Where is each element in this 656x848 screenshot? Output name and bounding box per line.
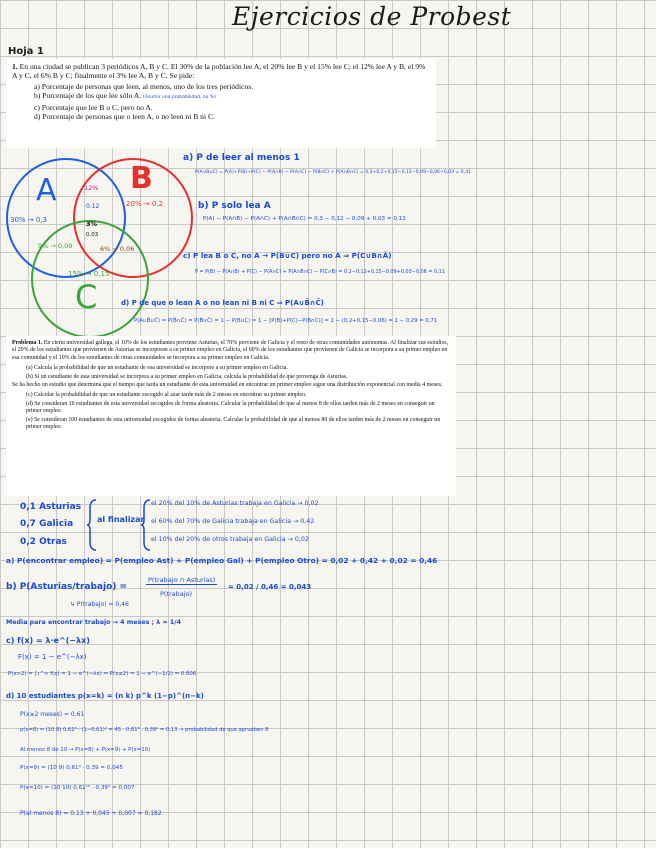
answer2-b-sub: ↳ P(trabajo) = 0,46 xyxy=(70,601,129,608)
problem1-items xyxy=(34,82,430,122)
venn-label-a: A xyxy=(36,173,57,208)
problem1-item-b: b) Porcentaje de los que lee sólo A. xyxy=(34,91,142,101)
answer2-d-line7: P(al menos 8) = 0,13 + 0,045 + 0,007 = 0,182 xyxy=(20,810,162,817)
answer2-b-result: = 0,02 / 0,46 = 0,043 xyxy=(228,583,312,591)
problem2-middle: Se ha hecho un estudio que determina que el tiempo que tarda un estudiante de esta universidad en encontrar un primer empleo sigue una distribución exponencial con media 4 meses. xyxy=(12,382,443,389)
problem2-heading: Problema 1. xyxy=(12,340,43,346)
result-galicia: el 60% del 70% de Galicia trabaja en Galicia → 0,42 xyxy=(151,518,315,525)
venn-ac-label: 9% → 0,09 xyxy=(38,242,73,250)
answer2-c-line3: P(x>2) = ∫₂^∞ f(x) = 1 − e^(−λx) = P(x≤2) = 1 − e^(−1/2) = 0,606 xyxy=(8,671,197,677)
answer1-d-title: d) P de que o lean A o no lean ni B ni C ⇒ P(A∪B̄∩C̄) xyxy=(121,299,324,307)
answer2-d-line6: P(x=10) = (10 10) 0,61¹⁰ · 0,39⁰ = 0,007 xyxy=(20,785,135,791)
brace-text: al finalizar xyxy=(97,515,145,524)
problem1-item-d: d) Porcentaje de personas que o leen A, o no leen ni B ni C. xyxy=(34,112,215,122)
venn-bc-label: 6% → 0,06 xyxy=(100,245,135,253)
problem1-text: En una ciudad se publican 3 periódicos A, B y C. El 30% de la población lee A, el 20% lee B y el 15% lee C; el 12% lee A y B, el 9% A y C, el 6% B y C; finalmente el 3% lee A, B y C. Se pide: xyxy=(12,62,426,81)
origin-asturias: 0,1 Asturias xyxy=(20,502,82,512)
result-otras: el 10% del 20% de otros trabaja en Galicia → 0,02 xyxy=(151,536,309,543)
answer2-b-lhs: b) P(Asturias/trabajo) = xyxy=(6,582,128,592)
venn-ab-label: 12% xyxy=(84,184,99,192)
venn-label-b: B xyxy=(130,161,153,196)
answer1-c-formula: P = P(B) − P(A∩B) + P(C) − P(A∩C) + P(A∩B∩C) − P(C∩B) = 0,2−0,12+0,15−0,09+0,03−0,06 = 0,11 xyxy=(195,269,445,275)
answer2-b-numerator: P(trabajo ∩ Asturias) xyxy=(148,576,216,584)
answer1-c-title: c) P lea B o C, no A → P(B∪C) pero no A ⇒ P(C∪B∩Ā) xyxy=(183,251,392,260)
problem1-number: 1. xyxy=(12,62,18,71)
venn-only-a: 30% → 0,3 xyxy=(10,216,48,224)
problem1-statement xyxy=(12,62,430,81)
problem2-item-c: (c) Calcular la probabilidad de que un estudiante escogido al azar tarde más de 2 meses en encontrar su primer empleo. xyxy=(26,392,307,399)
answer1-a-title: a) P de leer al menos 1 xyxy=(183,153,300,163)
answer2-c-line1: c) f(x) = λ·e^(−λx) xyxy=(6,636,90,645)
problem1-box xyxy=(6,59,436,148)
venn-diagram xyxy=(0,150,200,340)
answer2-b-denominator: P(trabajo) xyxy=(160,590,193,598)
problem2-item-a: (a) Calcula la probabilidad de que un estudiante de esa universidad se incorpore a su primer empleo en Galicia. xyxy=(26,365,288,372)
origin-galicia: 0,7 Galicia xyxy=(20,519,74,529)
page-title: Ejercicios de Probest xyxy=(232,2,512,31)
answer1-b-formula: P(A) − P(A∩B) − P(A∩C) + P(A∩B∩C) = 0,3 − 0,12 − 0,09 + 0,03 = 0,12 xyxy=(203,216,406,222)
venn-ab-value: 0.12 xyxy=(86,203,100,210)
problem1-item-b-row xyxy=(34,91,430,102)
answer2-d-line3: p(x=8) = (10 8) 0,61⁸ · (1−0,61)² = 45 · 0,61⁸ · 0,39² = 0,13 → probabilidad de que aprueben 8 xyxy=(20,727,269,733)
venn-abc-value: 0.03 xyxy=(86,232,99,238)
problem2-item-e: (e) Se consideran 100 estudiantes de esta universidad escogidos de forma aleatoria. Calcular la probabilidad de que al menos 80 de ellos tarden más de 2 meses en conseguir un primer empleo. xyxy=(26,416,441,431)
problem2-box xyxy=(6,336,456,496)
problem1-margin-note: (Asumir una probabilidad, no %) xyxy=(143,95,216,101)
answer2-d-line1: d) 10 estudiantes p(x=k) = (n k) p^k (1−p)^(n−k) xyxy=(6,692,204,700)
venn-only-c: 15% → 0,15 xyxy=(68,270,110,278)
sheet-label: Hoja 1 xyxy=(8,46,44,57)
answer2-d-line5: P(x=9) = (10 9) 0,61⁹ · 0,39 = 0,045 xyxy=(20,765,123,771)
origin-otras: 0,2 Otras xyxy=(20,537,67,547)
answer2-c-line2: F(x) = 1 − e^(−λx) xyxy=(18,653,87,661)
venn-only-b: 20% → 0,2 xyxy=(126,200,164,208)
result-asturias: el 20% del 10% de Asturias trabaja en Galicia → 0,02 xyxy=(151,500,319,507)
brace-icon xyxy=(86,498,100,552)
answer1-a-formula: P(A∪B∪C) = P(A)+P(B)+P(C) − P(A∩B) − P(A∩C) − P(B∩C) + P(A∩B∩C) = 0,3+0,2+0,15−0,12−0,09−0,06+0,03 = 0,41 xyxy=(195,170,472,175)
problem2-intro: En cierta universidad gallega, el 10% de los estudiantes proviene Asturias, el 70% proviene de Galicia y el resto de otras comunidades autónomas. Al finalizar sus estudios, el 20% de los estudiantes que provienen de Asturias se incorporan a su primer empleo en Galicia, el 60% de los estudiantes que provienen de Galicia se incorpora a su primer empleo en esa comunidad y el 10% de los estudiantes de otras comunidades se incorpora a su primer empleo en Galicia. xyxy=(12,340,449,361)
answer2-d-line2: P(x≥2 meses) = 0,61 xyxy=(20,711,85,718)
answer1-d-formula: P(A∪B̄∪C̄) = P(B̄∩C̄) = P(B̄∪C̄) = 1 − P(B∪C) = 1 − [P(B)+P(C)−P(B∩C)] = 1 − (0,2+0,15−0,06) = 1 − 0,29 = 0,71 xyxy=(134,318,438,324)
problem2-intro-paragraph xyxy=(12,340,450,362)
problem1-item-c: c) Porcentaje que lee B o C, pero no A. xyxy=(34,102,153,112)
venn-label-c: C xyxy=(75,278,98,316)
problem2-item-b: (b) Si un estudiante de esta universidad se incorpora a su primer empleo en Galicia, calcula la probabilidad de que provenga de Asturias. xyxy=(26,373,348,380)
answer2-a: a) P(encontrar empleo) = P(empleo Ast) + P(empleo Gal) + P(empleo Otro) = 0,02 + 0,42 + 0,02 = 0,46 xyxy=(6,556,438,565)
venn-abc-label: 3% xyxy=(86,220,98,228)
problem2-item-d: (d) Se consideran 10 estudiantes de esta universidad escogidos de forma aleatoria. Calcular la probabilidad de que al menos 8 de ellos tarden más de 2 meses en conseguir un primer empleo. xyxy=(26,400,435,415)
answer1-b-title: b) P solo lea A xyxy=(198,201,271,211)
answer2-d-line4: Al menos 8 de 10 → P(x=8) + P(x=9) + P(x=10) xyxy=(20,747,151,753)
media-note: Media para encontrar trabajo → 4 meses ; λ = 1/4 xyxy=(6,619,181,626)
problem1-item-a: a) Porcentaje de personas que leen, al menos, uno de los tres periódicos. xyxy=(34,81,254,91)
